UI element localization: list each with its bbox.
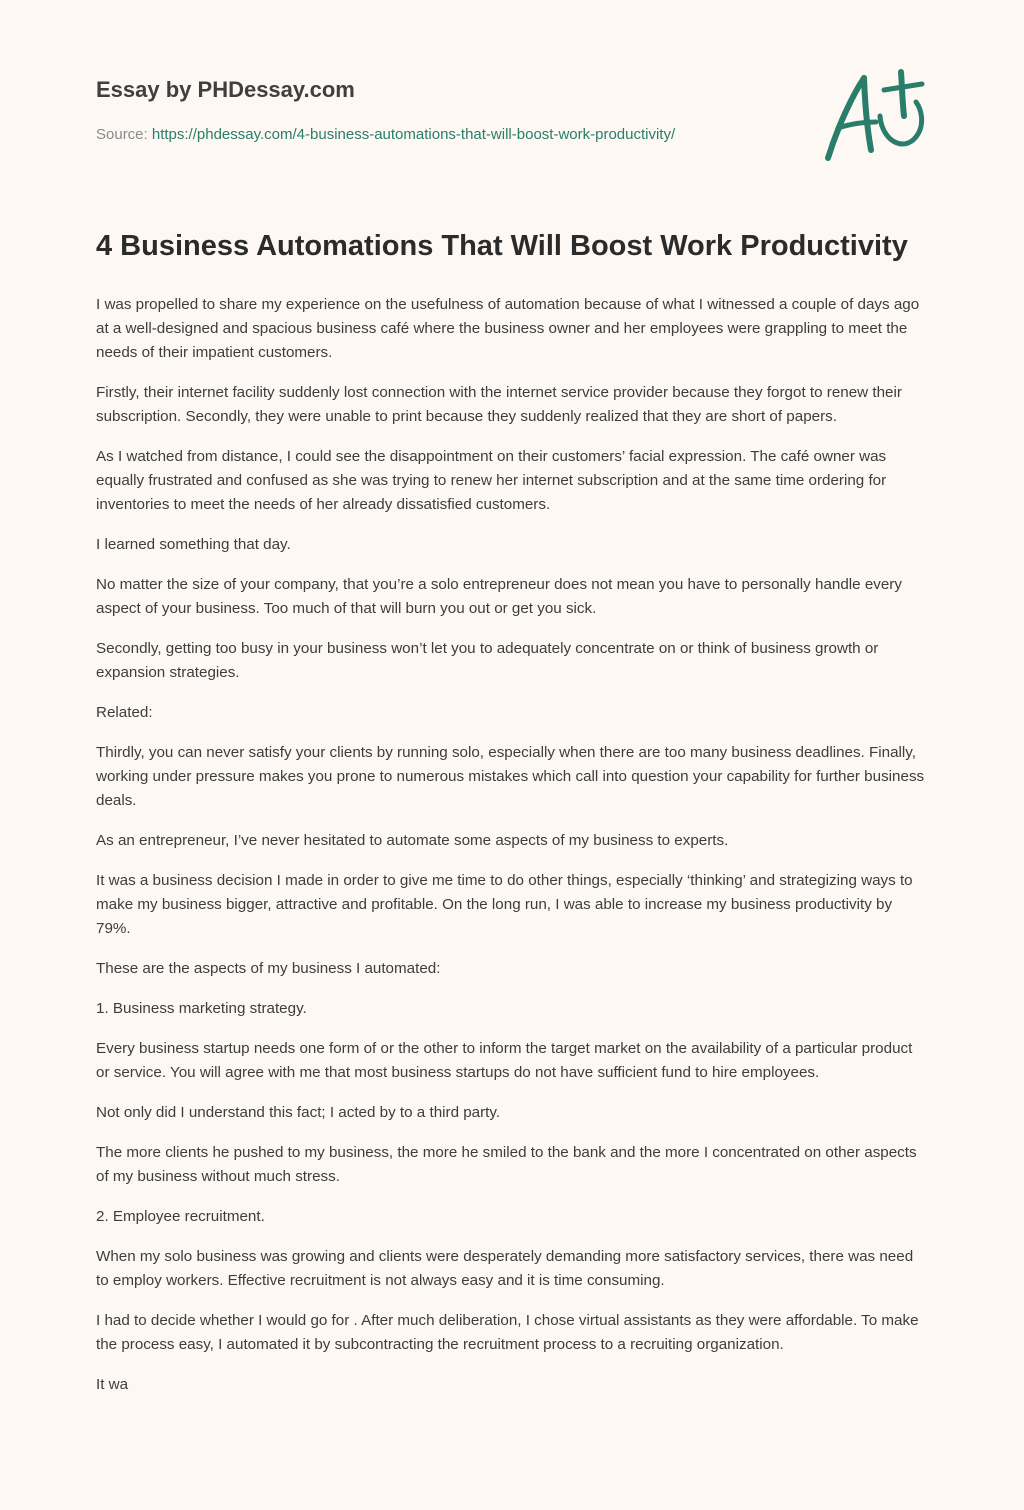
page-header <box>96 76 796 145</box>
essay-paragraph: Firstly, their internet facility suddenly lost connection with the internet service provider because they forgot to renew their subscription. Secondly, they were unable to print because they suddenly realized that they are short of papers. <box>96 384 902 425</box>
section-heading: 2. Employee recruitment. <box>96 1208 265 1225</box>
essay-paragraph: No matter the size of your company, that you’re a solo entrepreneur does not mean you have to personally handle every aspect of your business. Too much of that will burn you out or get you sick. <box>96 576 902 617</box>
essay-paragraph: These are the aspects of my business I automated: <box>96 960 441 977</box>
section-heading: 1. Business marketing strategy. <box>96 1000 307 1017</box>
essay-title: 4 Business Automations That Will Boost Work Productivity <box>96 230 908 262</box>
essay-paragraph: I was propelled to share my experience on the usefulness of automation because of what I witnessed a couple of days ago at a well-designed and spacious business café where the business owner and her employees were grappling to meet the needs of their impatient customers. <box>96 296 920 361</box>
essay-paragraph: Secondly, getting too busy in your business won’t let you to adequately concentrate on or think of business growth or expansion strategies. <box>96 640 879 681</box>
essay-paragraph: The more clients he pushed to my business, the more he smiled to the bank and the more I concentrated on other aspects of my business without much stress. <box>96 1144 917 1185</box>
source-line <box>96 125 796 145</box>
essay-content <box>96 226 930 1413</box>
essay-paragraph: As an entrepreneur, I’ve never hesitated to automate some aspects of my business to experts. <box>96 832 729 849</box>
essay-paragraph: As I watched from distance, I could see the disappointment on their customers’ facial expression. The café owner was equally frustrated and confused as she was trying to renew her internet subscription and at the same time ordering for inventories to meet the needs of her already dissatisfied customers. <box>96 448 887 513</box>
essay-paragraph: I learned something that day. <box>96 536 291 553</box>
essay-paragraph: It was a business decision I made in order to give me time to do other things, especially ‘thinking’ and strategizing ways to make my business bigger, attractive and profitable. On the long run, I was able to increase my business productivity by 79%. <box>96 872 913 937</box>
essay-paragraph: It wa <box>96 1376 129 1393</box>
related-label: Related: <box>96 704 153 721</box>
source-label: Source: <box>96 126 152 143</box>
site-brand: Essay by PHDessay.com <box>96 77 355 102</box>
essay-paragraph: Not only did I understand this fact; I acted by to a third party. <box>96 1104 501 1121</box>
essay-paragraph: When my solo business was growing and clients were desperately demanding more satisfactory services, there was need to employ workers. Effective recruitment is not always easy and it is time consuming. <box>96 1248 914 1289</box>
essay-paragraph: Thirdly, you can never satisfy your clients by running solo, especially when there are too many business deadlines. Finally, working under pressure makes you prone to numerous mistakes which call into question your capability for further business deals. <box>96 744 925 809</box>
essay-paragraph: I had to decide whether I would go for . After much deliberation, I chose virtual assistants as they were affordable. To make the process easy, I automated it by subcontracting the recruitment process to a recruiting organization. <box>96 1312 919 1353</box>
source-link[interactable]: https://phdessay.com/4-business-automations-that-will-boost-work-productivity/ <box>151 126 676 143</box>
a-plus-grade-icon <box>818 66 930 166</box>
essay-paragraph: Every business startup needs one form of or the other to inform the target market on the availability of a particular product or service. You will agree with me that most business startups do not have sufficient fund to hire employees. <box>96 1040 913 1081</box>
